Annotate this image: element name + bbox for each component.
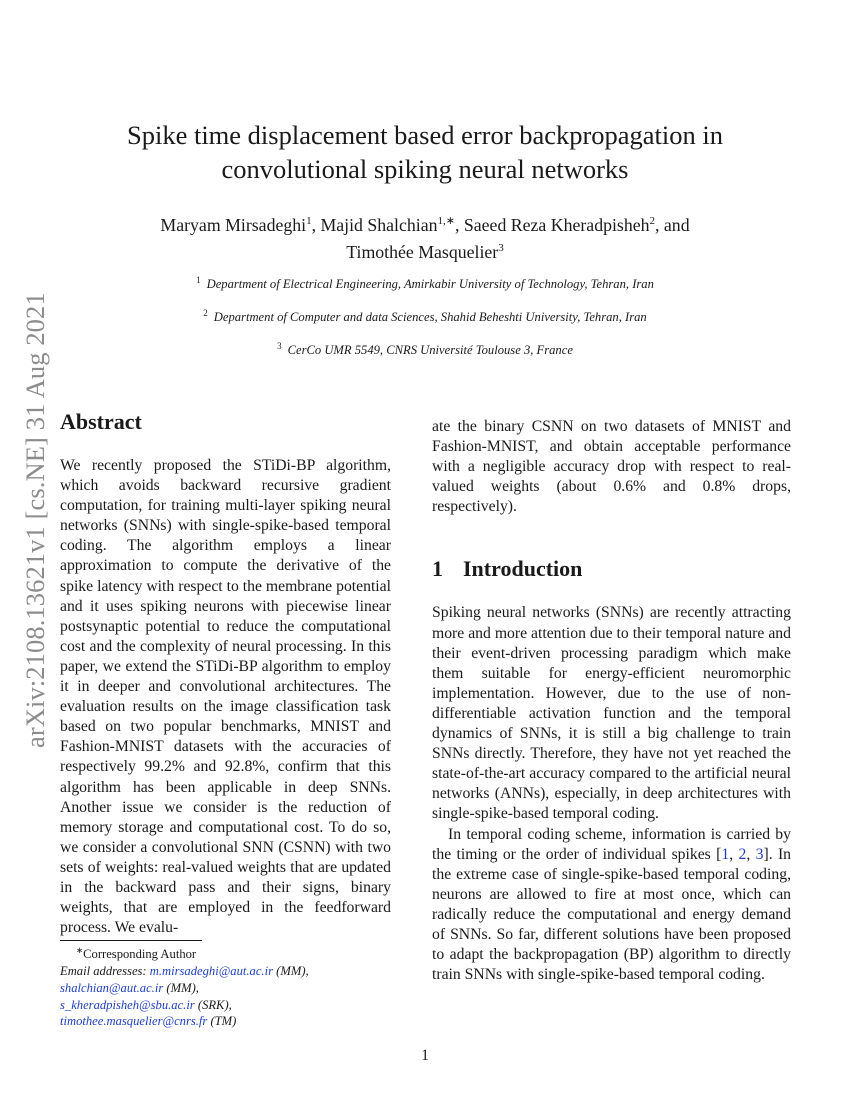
- affiliation-text: Department of Electrical Engineering, Amirkabir University of Technology, Tehran, Iran: [206, 277, 654, 292]
- introduction-paragraph-1: Spiking neural networks (SNNs) are recently attracting more and more attention due to their temporal nature and their event-driven processing paradigm which make them suitable for energy-efficient neuromorphic implementation. However, due to the use of non-differentiable activation function and the temporal dynamics of SNNs, it is still a big challenge to train SNNs directly. Therefore, they have not yet reached the state-of-the-art accuracy compared to the artificial neural networks (ANNs), especially, in deep architectures with single-spike-based temporal coding.: [432, 604, 791, 823]
- author-name: Majid Shalchian: [320, 214, 438, 235]
- email-line-2: [60, 980, 392, 997]
- email-line-3: [60, 997, 392, 1014]
- abstract-text-part-1: We recently proposed the STiDi-BP algorithm, which avoids backward recursive gradient computation, for training multi-layer spiking neural networks (SNNs) with single-spike-based temporal coding. The algorithm employs a linear approximation to compute the derivative of the spike latency with respect to the membrane potential and it uses spiking neurons with piecewise linear postsynaptic potential to reduce the computational cost and the complexity of neural processing. In this paper, we extend the STiDi-BP algorithm to employ it in deeper and convolutional architectures. The evaluation results on the image classification task based on two popular benchmarks, MNIST and Fashion-MNIST datasets with the accuracies of respectively 99.2% and 92.8%, confirm that this algorithm has been applicable in deep SNNs. Another issue we consider is the reduction of memory storage and computational cost. To do so, we consider a convolutional SNN (CSNN) with two sets of weights: real-valued weights that are updated in the backward pass and their signs, binary weights, that are employed in the feedforward process. We evalu-: [60, 457, 391, 937]
- footnote-mark: ∗: [76, 945, 84, 955]
- authors-line-2: [80, 237, 770, 264]
- author-list: [80, 210, 770, 264]
- email-link[interactable]: timothee.masquelier@cnrs.fr: [60, 1014, 208, 1029]
- citation-link[interactable]: 1: [721, 845, 730, 863]
- right-column: [432, 417, 791, 985]
- authors-line-1: Maryam Mirsadeghi$^1$, Majid Shalchian$^{1,∗}$, Saeed Reza Kheradpisheh$^2$, and: [160, 214, 690, 235]
- affiliation-3: [80, 341, 770, 358]
- author-conjunction: and: [663, 214, 690, 235]
- affiliation-text: Department of Computer and data Sciences, Shahid Beheshti University, Tehran, Iran: [213, 310, 647, 325]
- author-affil-mark: 3: [498, 241, 504, 254]
- email-line-4: [60, 1013, 392, 1030]
- affiliation-1: [80, 275, 770, 292]
- author-name: Maryam Mirsadeghi: [160, 214, 307, 235]
- footnote-text: Corresponding Author: [83, 947, 197, 962]
- email-initials: (TM): [210, 1014, 237, 1029]
- author-affil-mark: 1,∗: [437, 215, 455, 227]
- author-name: Timothée Masquelier: [346, 241, 499, 262]
- email-initials: (MM),: [166, 980, 199, 995]
- email-link[interactable]: m.mirsadeghi@aut.ac.ir: [149, 963, 273, 978]
- left-column: [60, 408, 391, 938]
- affiliation-number: 1: [196, 275, 201, 285]
- email-link[interactable]: shalchian@aut.ac.ir: [60, 980, 164, 995]
- email-link[interactable]: s_kheradpisheh@sbu.ac.ir: [60, 997, 195, 1012]
- author-affil-mark: 1: [306, 215, 312, 227]
- author-name: Saeed Reza Kheradpisheh: [463, 214, 650, 235]
- footnote-divider: [60, 940, 202, 941]
- email-label: Email addresses:: [60, 963, 147, 978]
- footnotes: [60, 942, 392, 1030]
- paper-title: [80, 118, 770, 186]
- email-line-1: [60, 963, 392, 980]
- affiliation-2: [80, 308, 770, 325]
- introduction-paragraph-2: In temporal coding scheme, information is carried by the timing or the order of individual spikes [1, 2, 3]. In the extreme case of single-spike-based temporal coding, neurons are allowed to fire at most once, which can radically reduce the computational and energy demand of SNNs. So far, different solutions have been proposed to adapt the backpropagation (BP) algorithm to directly train SNNs with single-spike-based temporal coding.: [432, 825, 792, 984]
- abstract-heading: Abstract: [60, 409, 142, 434]
- affiliation-number: 3: [277, 341, 282, 351]
- author-affil-mark: 2: [649, 215, 656, 227]
- email-initials: (MM),: [276, 963, 309, 978]
- title-line-1: Spike time displacement based error backpropagation in: [126, 120, 724, 150]
- corresponding-author-note: [60, 942, 392, 963]
- citation-link[interactable]: 3: [755, 845, 764, 863]
- email-initials: (SRK),: [197, 997, 232, 1012]
- paragraph-text: In temporal coding scheme, information is carried by the timing or the order of individual spikes [: [432, 825, 791, 863]
- title-line-2: convolutional spiking neural networks: [221, 154, 629, 184]
- citation-link[interactable]: 2: [738, 845, 747, 863]
- abstract-text-part-2: ate the binary CSNN on two datasets of MNIST and Fashion-MNIST, and obtain acceptable performance with a negligible accuracy drop with respect to real-valued weights (about 0.6% and 0.8% drops, respectively).: [432, 418, 791, 516]
- affiliation-text: CerCo UMR 5549, CNRS Université Toulouse 3, France: [287, 343, 573, 358]
- introduction-heading: [432, 555, 791, 583]
- section-title: Introduction: [463, 556, 583, 582]
- paragraph-text: ]. In the extreme case of single-spike-based temporal coding, neurons are allowed to fire at most once, which can radically reduce the computational and energy demand of SNNs. So far, different solutions have been proposed to adapt the backpropagation (BP) algorithm to directly train SNNs with single-spike-based temporal coding.: [432, 845, 792, 984]
- page-number: 1: [421, 1047, 429, 1064]
- arxiv-identifier-stamp: arXiv:2108.13621v1 [cs.NE] 31 Aug 2021: [20, 292, 50, 748]
- affiliation-number: 2: [203, 308, 208, 318]
- section-number: 1: [432, 556, 443, 582]
